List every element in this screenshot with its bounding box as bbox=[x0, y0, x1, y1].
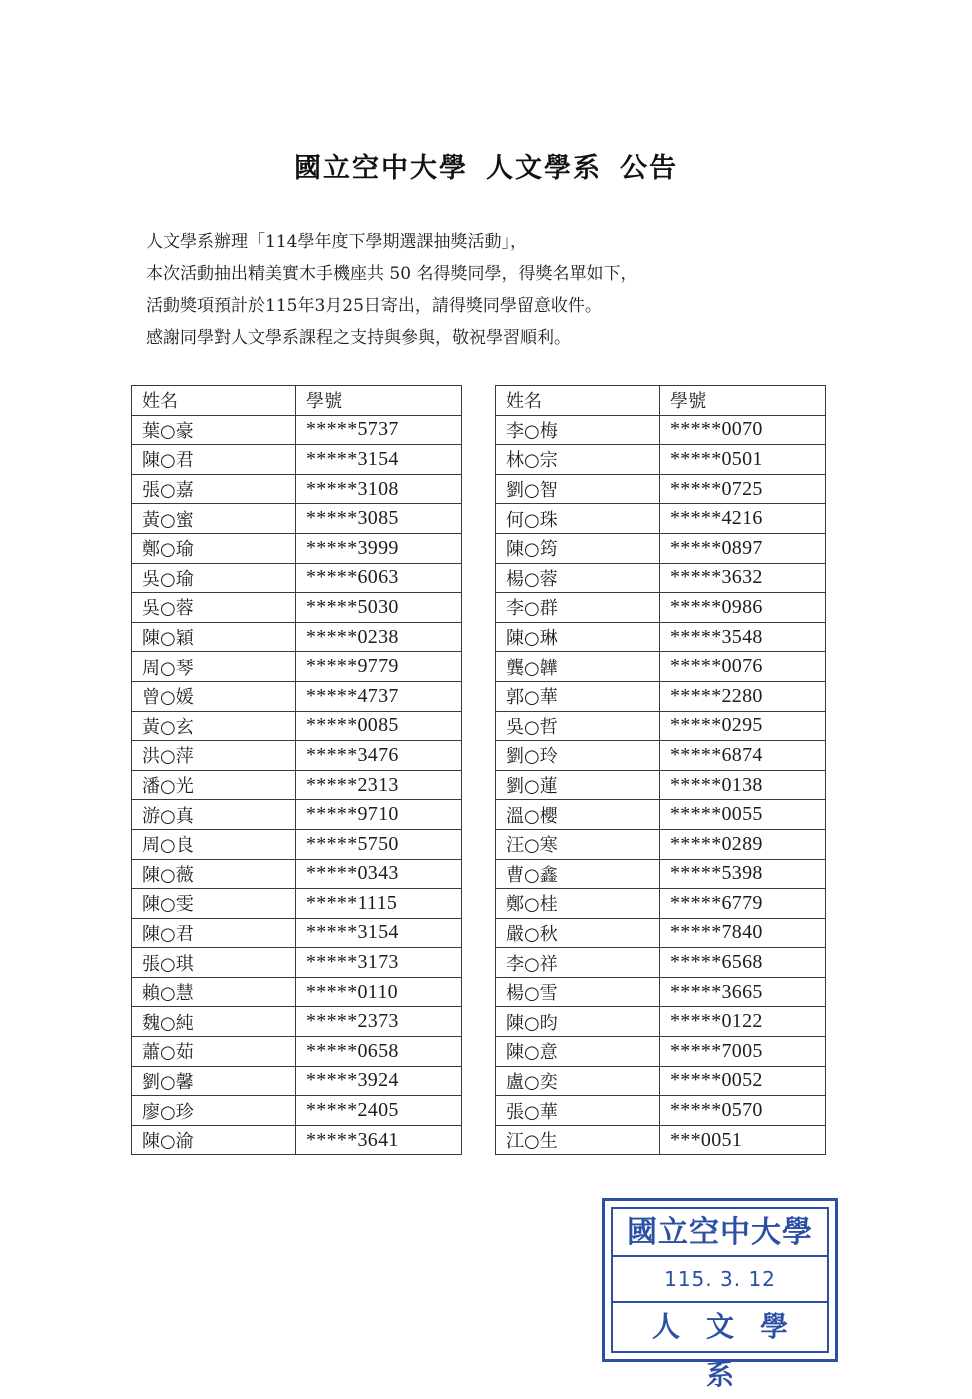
winner-student-id: *****3632 bbox=[660, 563, 826, 593]
table-row bbox=[496, 1007, 826, 1037]
winner-name: 李○梅 bbox=[496, 415, 660, 445]
department-seal-stamp bbox=[602, 1198, 838, 1391]
winner-student-id: *****3154 bbox=[296, 918, 462, 948]
intro-line: 活動獎項預計於115年3月25日寄出，請得獎同學留意收件。 bbox=[146, 296, 602, 316]
table-row bbox=[132, 711, 462, 741]
intro-line: 感謝同學對人文學系課程之支持與參與，敬祝學習順利。 bbox=[146, 328, 571, 348]
stamp-university: 國立空中大學 bbox=[613, 1211, 827, 1257]
winner-student-id: *****3085 bbox=[296, 504, 462, 534]
winner-student-id: *****3924 bbox=[296, 1066, 462, 1096]
winner-student-id: *****0658 bbox=[296, 1037, 462, 1067]
winner-name: 陳○君 bbox=[132, 445, 296, 475]
stamp-department: 人文學系 bbox=[651, 1310, 814, 1391]
winner-student-id: *****5737 bbox=[296, 415, 462, 445]
table-row bbox=[496, 445, 826, 475]
winner-name: 魏○純 bbox=[132, 1007, 296, 1037]
winner-student-id: *****0570 bbox=[660, 1096, 826, 1126]
table-row bbox=[496, 948, 826, 978]
winner-name: 李○祥 bbox=[496, 948, 660, 978]
stamp-inner-border bbox=[611, 1207, 829, 1391]
table-row bbox=[132, 800, 462, 830]
table-row bbox=[496, 889, 826, 919]
winner-name: 林○宗 bbox=[496, 445, 660, 475]
table-row bbox=[132, 829, 462, 859]
table-row bbox=[132, 1007, 462, 1037]
table-row bbox=[132, 889, 462, 919]
table-header-row bbox=[496, 386, 826, 416]
winner-student-id: *****0052 bbox=[660, 1066, 826, 1096]
winner-student-id: *****7005 bbox=[660, 1037, 826, 1067]
winner-name: 溫○櫻 bbox=[496, 800, 660, 830]
winner-student-id: *****5030 bbox=[296, 593, 462, 623]
winner-student-id: *****3476 bbox=[296, 741, 462, 771]
winner-name: 吳○蓉 bbox=[132, 593, 296, 623]
table-row bbox=[132, 859, 462, 889]
winner-student-id: *****3108 bbox=[296, 474, 462, 504]
winner-student-id: *****7840 bbox=[660, 918, 826, 948]
title-department: 人文學系 bbox=[486, 153, 602, 184]
table-row bbox=[496, 622, 826, 652]
table-row bbox=[496, 859, 826, 889]
winner-name: 陳○君 bbox=[132, 918, 296, 948]
winner-student-id: *****3641 bbox=[296, 1125, 462, 1155]
winners-table-right bbox=[495, 385, 826, 1155]
table-row bbox=[496, 977, 826, 1007]
winner-student-id: *****0138 bbox=[660, 770, 826, 800]
winner-student-id: ***0051 bbox=[660, 1125, 826, 1155]
table-row bbox=[496, 1125, 826, 1155]
winner-name: 陳○雯 bbox=[132, 889, 296, 919]
winner-name: 吳○哲 bbox=[496, 711, 660, 741]
table-row bbox=[132, 622, 462, 652]
winner-name: 嚴○秋 bbox=[496, 918, 660, 948]
winner-name: 陳○意 bbox=[496, 1037, 660, 1067]
page-title bbox=[0, 146, 972, 185]
table-row bbox=[132, 681, 462, 711]
winner-name: 劉○玲 bbox=[496, 741, 660, 771]
title-university: 國立空中大學 bbox=[294, 153, 468, 184]
table-row bbox=[496, 533, 826, 563]
column-header-name: 姓名 bbox=[132, 386, 296, 416]
table-row bbox=[496, 1096, 826, 1126]
table-row bbox=[132, 1066, 462, 1096]
intro-line: 人文學系辦理「114學年度下學期選課抽獎活動」， bbox=[146, 232, 527, 252]
table-row bbox=[496, 711, 826, 741]
table-row bbox=[132, 977, 462, 1007]
winner-name: 龔○韡 bbox=[496, 652, 660, 682]
winner-student-id: *****2405 bbox=[296, 1096, 462, 1126]
winner-name: 郭○華 bbox=[496, 681, 660, 711]
table-row bbox=[496, 652, 826, 682]
table-row bbox=[132, 948, 462, 978]
stamp-date: 115. 3. 12 bbox=[613, 1257, 827, 1303]
winner-name: 黃○蜜 bbox=[132, 504, 296, 534]
winner-student-id: *****6874 bbox=[660, 741, 826, 771]
winner-student-id: *****0986 bbox=[660, 593, 826, 623]
winner-student-id: *****0238 bbox=[296, 622, 462, 652]
winner-name: 張○華 bbox=[496, 1096, 660, 1126]
intro-line: 本次活動抽出精美實木手機座共 50 名得獎同學，得獎名單如下， bbox=[146, 264, 638, 284]
winner-name: 鄭○瑜 bbox=[132, 533, 296, 563]
winner-student-id: *****6063 bbox=[296, 563, 462, 593]
intro-paragraph bbox=[146, 226, 866, 354]
column-header-student-id: 學號 bbox=[296, 386, 462, 416]
table-row bbox=[496, 415, 826, 445]
winner-student-id: *****0076 bbox=[660, 652, 826, 682]
title-notice: 公告 bbox=[620, 153, 678, 184]
winner-name: 曹○鑫 bbox=[496, 859, 660, 889]
table-row bbox=[132, 445, 462, 475]
winner-student-id: *****4737 bbox=[296, 681, 462, 711]
winner-name: 陳○昀 bbox=[496, 1007, 660, 1037]
winner-name: 張○嘉 bbox=[132, 474, 296, 504]
table-row bbox=[496, 593, 826, 623]
winner-student-id: *****0070 bbox=[660, 415, 826, 445]
table-row bbox=[132, 415, 462, 445]
winner-name: 黃○玄 bbox=[132, 711, 296, 741]
winner-student-id: *****0295 bbox=[660, 711, 826, 741]
winner-student-id: *****3548 bbox=[660, 622, 826, 652]
table-row bbox=[132, 652, 462, 682]
table-row bbox=[132, 918, 462, 948]
winner-student-id: *****3999 bbox=[296, 533, 462, 563]
winner-name: 張○琪 bbox=[132, 948, 296, 978]
winner-name: 陳○穎 bbox=[132, 622, 296, 652]
winner-name: 潘○光 bbox=[132, 770, 296, 800]
table-row bbox=[496, 800, 826, 830]
table-row bbox=[132, 504, 462, 534]
table-row bbox=[496, 770, 826, 800]
table-row bbox=[496, 563, 826, 593]
column-header-student-id: 學號 bbox=[660, 386, 826, 416]
winner-name: 周○琴 bbox=[132, 652, 296, 682]
winner-name: 何○珠 bbox=[496, 504, 660, 534]
winner-student-id: *****2280 bbox=[660, 681, 826, 711]
winner-name: 劉○智 bbox=[496, 474, 660, 504]
table-row bbox=[496, 1066, 826, 1096]
winner-name: 游○真 bbox=[132, 800, 296, 830]
winner-name: 鄭○桂 bbox=[496, 889, 660, 919]
winner-student-id: *****9710 bbox=[296, 800, 462, 830]
table-row bbox=[132, 1125, 462, 1155]
winner-name: 洪○萍 bbox=[132, 741, 296, 771]
table-row bbox=[496, 918, 826, 948]
winner-name: 楊○雪 bbox=[496, 977, 660, 1007]
winner-name: 汪○寒 bbox=[496, 829, 660, 859]
winner-student-id: *****3665 bbox=[660, 977, 826, 1007]
winner-student-id: *****5750 bbox=[296, 829, 462, 859]
winner-name: 劉○蓮 bbox=[496, 770, 660, 800]
table-row bbox=[496, 741, 826, 771]
winner-name: 盧○奕 bbox=[496, 1066, 660, 1096]
table-row bbox=[132, 1037, 462, 1067]
table-header-row bbox=[132, 386, 462, 416]
winner-student-id: *****0055 bbox=[660, 800, 826, 830]
winner-student-id: *****1115 bbox=[296, 889, 462, 919]
winner-student-id: *****0085 bbox=[296, 711, 462, 741]
winner-name: 廖○珍 bbox=[132, 1096, 296, 1126]
winner-student-id: *****0289 bbox=[660, 829, 826, 859]
winner-student-id: *****0725 bbox=[660, 474, 826, 504]
column-header-name: 姓名 bbox=[496, 386, 660, 416]
table-row bbox=[132, 474, 462, 504]
winner-name: 周○良 bbox=[132, 829, 296, 859]
table-row bbox=[132, 741, 462, 771]
winner-name: 陳○薇 bbox=[132, 859, 296, 889]
winner-name: 李○群 bbox=[496, 593, 660, 623]
winner-student-id: *****0122 bbox=[660, 1007, 826, 1037]
winner-name: 葉○豪 bbox=[132, 415, 296, 445]
winner-student-id: *****2373 bbox=[296, 1007, 462, 1037]
winner-name: 曾○媛 bbox=[132, 681, 296, 711]
winner-student-id: *****6568 bbox=[660, 948, 826, 978]
winner-name: 楊○蓉 bbox=[496, 563, 660, 593]
winner-student-id: *****9779 bbox=[296, 652, 462, 682]
winners-table-left bbox=[131, 385, 462, 1155]
winner-name: 蕭○茹 bbox=[132, 1037, 296, 1067]
winner-student-id: *****6779 bbox=[660, 889, 826, 919]
table-row bbox=[132, 770, 462, 800]
winner-name: 吳○瑜 bbox=[132, 563, 296, 593]
winner-student-id: *****0343 bbox=[296, 859, 462, 889]
winner-name: 江○生 bbox=[496, 1125, 660, 1155]
table-row bbox=[496, 829, 826, 859]
winner-student-id: *****3173 bbox=[296, 948, 462, 978]
table-row bbox=[132, 1096, 462, 1126]
winner-student-id: *****4216 bbox=[660, 504, 826, 534]
table-row bbox=[496, 1037, 826, 1067]
winner-name: 陳○筠 bbox=[496, 533, 660, 563]
winner-student-id: *****0897 bbox=[660, 533, 826, 563]
table-row bbox=[496, 681, 826, 711]
winner-name: 賴○慧 bbox=[132, 977, 296, 1007]
winner-student-id: *****3154 bbox=[296, 445, 462, 475]
table-row bbox=[132, 563, 462, 593]
winner-student-id: *****0110 bbox=[296, 977, 462, 1007]
table-row bbox=[132, 533, 462, 563]
winner-student-id: *****2313 bbox=[296, 770, 462, 800]
table-row bbox=[496, 474, 826, 504]
winner-student-id: *****0501 bbox=[660, 445, 826, 475]
table-row bbox=[132, 593, 462, 623]
winner-name: 劉○馨 bbox=[132, 1066, 296, 1096]
winner-name: 陳○琳 bbox=[496, 622, 660, 652]
winner-name: 陳○渝 bbox=[132, 1125, 296, 1155]
winner-student-id: *****5398 bbox=[660, 859, 826, 889]
table-row bbox=[496, 504, 826, 534]
